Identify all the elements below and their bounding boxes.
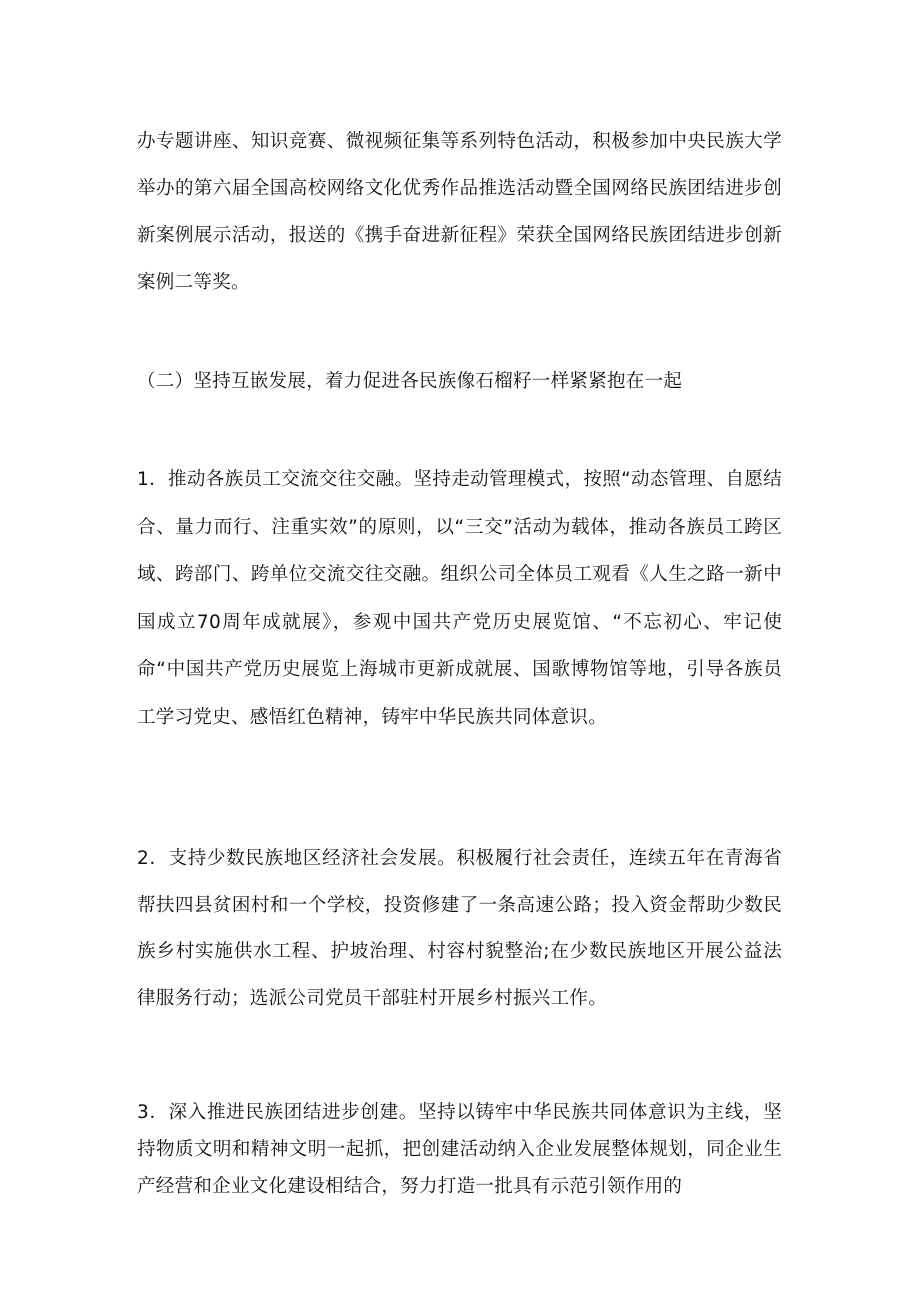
paragraph-activities-award: 办专题讲座、知识竞赛、微视频征集等系列特色活动，积极参加中央民族大学举办的第六届全国高校网络文化优秀作品推选活动暨全国网络民族团结进步创新案例展示活动，报送的《携手奋进新征程》荣获全国网络民族团结进步创新案例二等奖。 [137,131,782,293]
paragraph-item-1: 1．推动各族员工交流交往交融。坚持走动管理模式，按照“动态管理、自愿结合、量力而行、注重实效”的原则，以“三交”活动为载体，推动各族员工跨区域、跨部门、跨单位交流交往交融。组织公司全体员工观看《人生之路一新中国成立70周年成就展》，参观中国共产党历史展览馆、“不忘初心、牢记使命“中国共产党历史展览上海城市更新成就展、国歌博物馆等地，引导各族员工学习党史、感悟红色精神，铸牢中华民族共同体意识。 [137,469,782,728]
section-heading-2: （二）坚持互嵌发展，着力促进各民族像石榴籽一样紧紧抱在一起 [137,371,683,392]
paragraph-item-3: 3．深入推进民族团结进步创建。坚持以铸牢中华民族共同体意识为主线，坚持物质文明和精神文明一起抓，把创建活动纳入企业发展整体规划，同企业生产经营和企业文化建设相结合，努力打造一批具有示范引领作用的 [137,1102,782,1197]
paragraph-item-2: 2．支持少数民族地区经济社会发展。积极履行社会责任，连续五年在青海省帮扶四县贫困村和一个学校，投资修建了一条高速公路；投入资金帮助少数民族乡村实施供水工程、护坡治理、村容村貌整治;在少数民族地区开展公益法律服务行动；选派公司党员干部驻村开展乡村振兴工作。 [137,848,782,1009]
